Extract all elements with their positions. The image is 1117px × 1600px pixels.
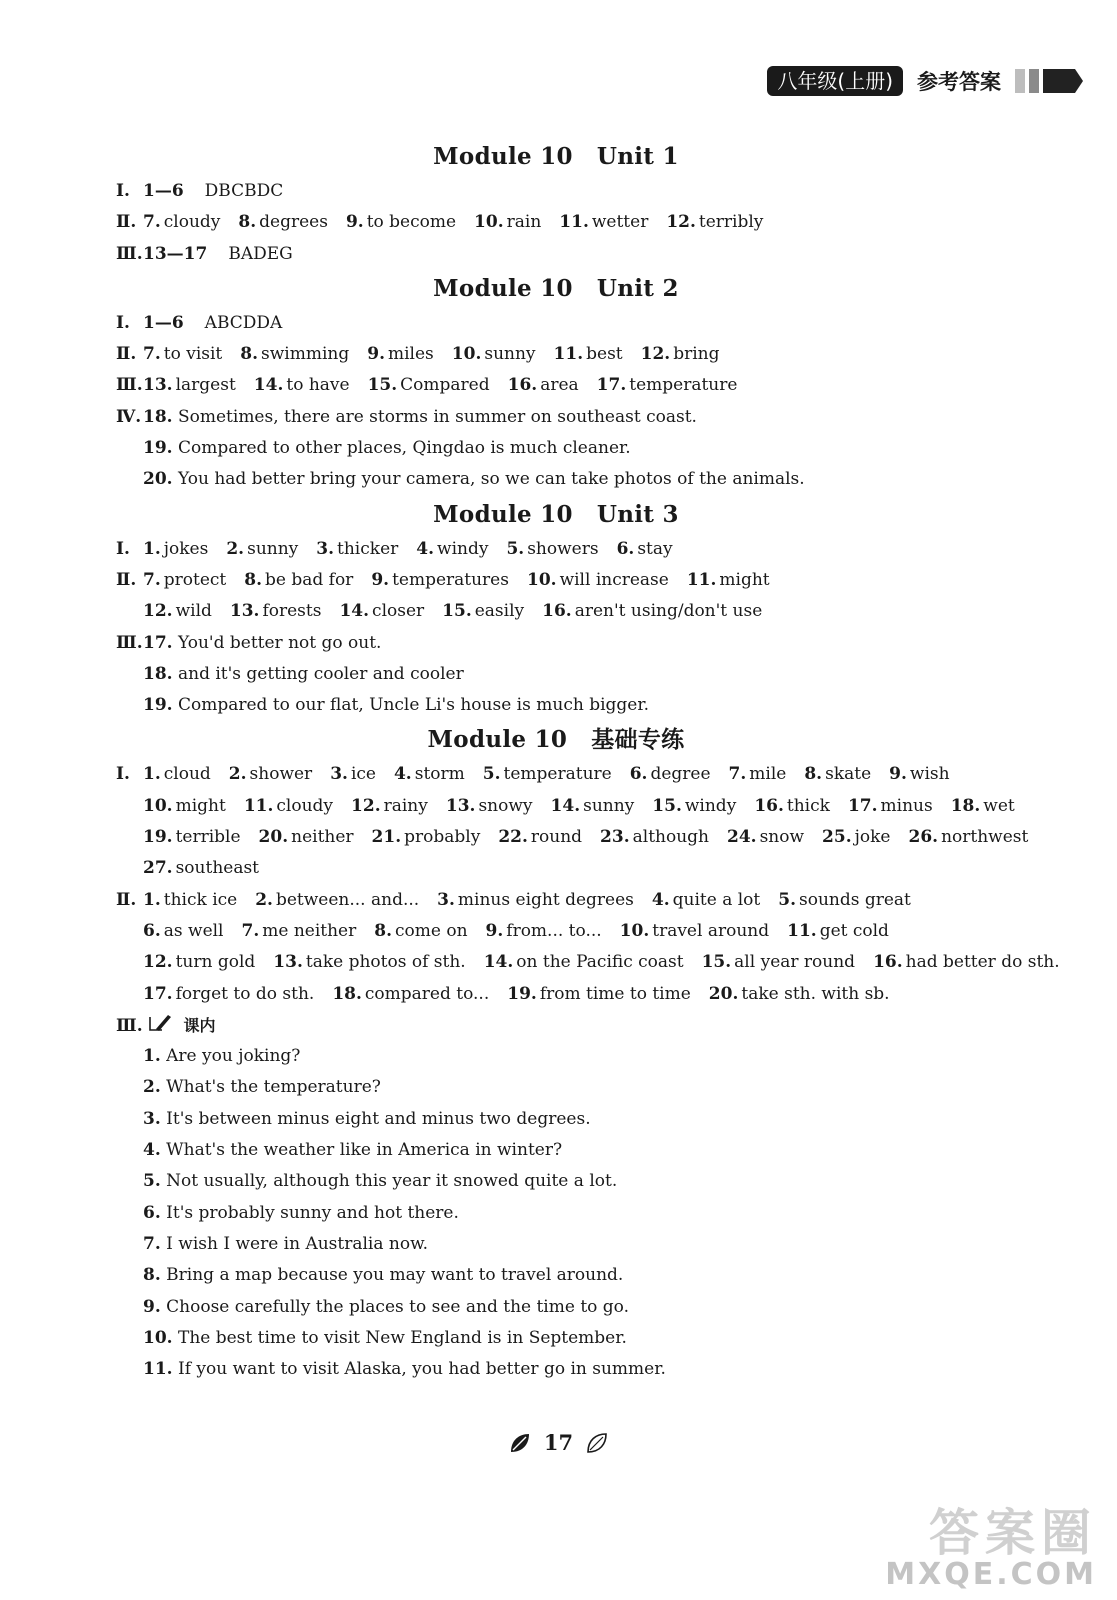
answer-item: 1. thick ice <box>143 889 238 910</box>
answer-item: 8. degrees <box>238 212 328 233</box>
answer-item: 16. thick <box>754 795 830 816</box>
section-title: Module 10 Unit 1 <box>433 143 679 170</box>
section-numeral: Ⅱ. <box>116 569 137 590</box>
answer-item: 20. neither <box>258 827 354 848</box>
answer-item: 6. degree <box>629 764 711 785</box>
answer-item: 16. aren't using/don't use <box>542 601 763 622</box>
header-arrow-icon <box>1043 69 1083 93</box>
answer-item: 10. might <box>143 795 226 816</box>
leaf-icon <box>586 1432 608 1454</box>
answer-item: 16. had better do sth. <box>873 952 1060 973</box>
answer-item: 24. snow <box>727 827 805 848</box>
answer-item: 25. joke <box>822 827 891 848</box>
section-numeral: Ⅱ. <box>116 344 137 365</box>
answer-item: 6. stay <box>616 538 673 559</box>
answer-row <box>116 759 996 790</box>
answer-item: 5. sounds great <box>778 889 911 910</box>
page-footer <box>0 1430 1117 1455</box>
watermark-url: MXQE.COM <box>885 1557 1097 1592</box>
answer-row: 20. You had better bring your camera, so we can take photos of the animals. <box>143 469 805 490</box>
answer-item: 13. take photos of sth. <box>273 952 466 973</box>
answer-item: 10. rain <box>474 212 542 233</box>
answer-row: Ⅰ. 1—6 ABCDDA <box>116 312 283 333</box>
answer-row: 6. It's probably sunny and hot there. <box>143 1202 459 1223</box>
answer-item: 12. bring <box>640 344 720 365</box>
answer-item: 8. be bad for <box>244 569 354 590</box>
section-title: Module 10 Unit 3 <box>433 500 679 528</box>
answer-row: 4. What's the weather like in America in winter? <box>143 1140 563 1161</box>
answer-row: Ⅲ.17. You'd better not go out. <box>116 632 382 653</box>
answer-item: 15. all year round <box>701 952 856 973</box>
answer-row <box>116 370 996 401</box>
answer-item: 3. ice <box>330 764 376 785</box>
answer-row: Ⅲ. 课内 <box>116 1010 996 1041</box>
answer-item: 26. northwest <box>908 827 1029 848</box>
answer-item: 17. minus <box>847 795 933 816</box>
answer-row <box>116 853 996 884</box>
answer-item: 5. showers <box>506 538 599 559</box>
answer-item: 14. closer <box>339 601 425 622</box>
watermark-logo-text: 答案圈 <box>929 1504 1097 1562</box>
answer-item: 9. from... to... <box>485 920 602 941</box>
answer-item: 15. Compared <box>367 375 490 396</box>
section-title: Module 10 Unit 2 <box>433 274 679 302</box>
answer-item: 12. turn gold <box>143 952 256 973</box>
answer-row <box>116 822 1029 853</box>
answer-row: 19. Compared to other places, Qingdao is much cleaner. <box>143 438 631 459</box>
answer-item: 15. easily <box>442 601 525 622</box>
answer-item: 9. wish <box>889 764 950 785</box>
answer-item: 20. take sth. with sb. <box>708 983 890 1004</box>
answer-row <box>116 947 1060 978</box>
answer-item: 10. sunny <box>451 344 536 365</box>
answer-content <box>116 138 1060 1385</box>
header-decor-block <box>1015 69 1025 93</box>
answer-item: 15. windy <box>652 795 737 816</box>
answer-row: 9. Choose carefully the places to see and the time to go. <box>143 1296 630 1317</box>
answer-row <box>116 885 996 916</box>
answer-item: 14. on the Pacific coast <box>483 952 684 973</box>
answer-row <box>116 791 1015 822</box>
header-decor-block <box>1029 69 1039 93</box>
answer-item: 21. probably <box>371 827 481 848</box>
answer-row <box>116 596 996 627</box>
answer-row: 1. Are you joking? <box>143 1046 301 1067</box>
answer-item: 10. will increase <box>526 569 669 590</box>
answer-item: 14. to have <box>253 375 350 396</box>
header-title: 参考答案 <box>917 70 1001 94</box>
answer-item: 10. travel around <box>619 920 770 941</box>
answer-item: 11. cloudy <box>243 795 334 816</box>
book-pen-icon <box>148 1013 174 1044</box>
answer-item: 9. temperatures <box>371 569 509 590</box>
answer-item: 1. cloud <box>143 764 211 785</box>
section-numeral: Ⅱ. <box>116 212 137 233</box>
watermark <box>885 1493 1097 1592</box>
answer-item: 2. between... and... <box>255 889 420 910</box>
answer-item: 8. swimming <box>240 344 350 365</box>
answer-row: 11. If you want to visit Alaska, you had better go in summer. <box>143 1359 666 1380</box>
answer-row <box>116 979 996 1010</box>
answer-item: 11. get cold <box>787 920 889 941</box>
answer-item: 9. miles <box>367 344 434 365</box>
answer-row: 2. What's the temperature? <box>143 1077 381 1098</box>
answer-item: 18. compared to... <box>332 983 490 1004</box>
answer-item: 12. wild <box>143 601 212 622</box>
section-numeral: Ⅱ. <box>116 889 137 910</box>
answer-item: 13. largest <box>143 375 236 396</box>
answer-row <box>116 565 996 596</box>
answer-item: 11. might <box>686 569 770 590</box>
answer-row: Ⅲ.13—17 BADEG <box>116 243 293 264</box>
answer-item: 4. quite a lot <box>651 889 761 910</box>
answer-item: 7. cloudy <box>143 212 221 233</box>
answer-row <box>116 916 996 947</box>
section-numeral: Ⅰ. <box>116 764 130 785</box>
answer-item: 18. wet <box>950 795 1015 816</box>
answer-item: 27. southeast <box>143 858 260 879</box>
answer-row: 7. I wish I were in Australia now. <box>143 1233 429 1254</box>
answer-row <box>116 339 996 370</box>
answer-item: 17. forget to do sth. <box>143 983 315 1004</box>
section-title: Module 10 基础专练 <box>427 726 685 754</box>
section-numeral: Ⅰ. <box>116 538 130 559</box>
answer-row: Ⅰ. 1—6 DBCBDC <box>116 181 284 201</box>
answer-item: 23. although <box>600 827 709 848</box>
answer-item: 13. snowy <box>445 795 533 816</box>
answer-item: 17. temperature <box>596 375 738 396</box>
answer-item: 8. skate <box>804 764 872 785</box>
leaf-icon <box>509 1432 531 1454</box>
answer-row: Ⅳ. 18. Sometimes, there are storms in summer on southeast coast. <box>116 406 697 427</box>
answer-item: 16. area <box>507 375 579 396</box>
answer-item: 1. jokes <box>143 538 209 559</box>
answer-row <box>116 207 996 238</box>
answer-item: 5. temperature <box>482 764 612 785</box>
answer-item: 7. to visit <box>143 344 223 365</box>
page-number: 17 <box>543 1430 574 1455</box>
section-numeral: Ⅲ. <box>116 375 143 396</box>
answer-row <box>116 534 996 565</box>
answer-item: 3. minus eight degrees <box>437 889 634 910</box>
answer-row: 10. The best time to visit New England is in September. <box>143 1327 627 1348</box>
answer-row: 3. It's between minus eight and minus two degrees. <box>143 1108 591 1129</box>
answer-item: 19. terrible <box>143 827 241 848</box>
answer-item: 8. come on <box>374 920 468 941</box>
answer-item: 12. rainy <box>351 795 428 816</box>
answer-item: 2. shower <box>228 764 313 785</box>
answer-row: 5. Not usually, although this year it snowed quite a lot. <box>143 1171 618 1192</box>
answer-item: 2. sunny <box>226 538 299 559</box>
page-header <box>767 66 1087 96</box>
answer-item: 7. mile <box>728 764 787 785</box>
answer-row: 18. and it's getting cooler and cooler <box>143 663 464 684</box>
answer-item: 4. storm <box>393 764 465 785</box>
answer-item: 13. forests <box>229 601 322 622</box>
grade-badge: 八年级(上册) <box>767 66 903 96</box>
answer-item: 11. wetter <box>559 212 649 233</box>
answer-row: 19. Compared to our flat, Uncle Li's house is much bigger. <box>143 695 649 716</box>
answer-item: 19. from time to time <box>507 983 691 1004</box>
answer-item: 12. terribly <box>666 212 764 233</box>
answer-item: 9. to become <box>345 212 457 233</box>
answer-item: 7. me neither <box>241 920 357 941</box>
answer-item: 3. thicker <box>316 538 399 559</box>
answer-item: 4. windy <box>416 538 489 559</box>
answer-item: 11. best <box>553 344 623 365</box>
answer-item: 22. round <box>498 827 583 848</box>
answer-row: 8. Bring a map because you may want to travel around. <box>143 1265 624 1286</box>
answer-item: 7. protect <box>143 569 227 590</box>
answer-item: 6. as well <box>143 920 224 941</box>
answer-item: 14. sunny <box>550 795 635 816</box>
